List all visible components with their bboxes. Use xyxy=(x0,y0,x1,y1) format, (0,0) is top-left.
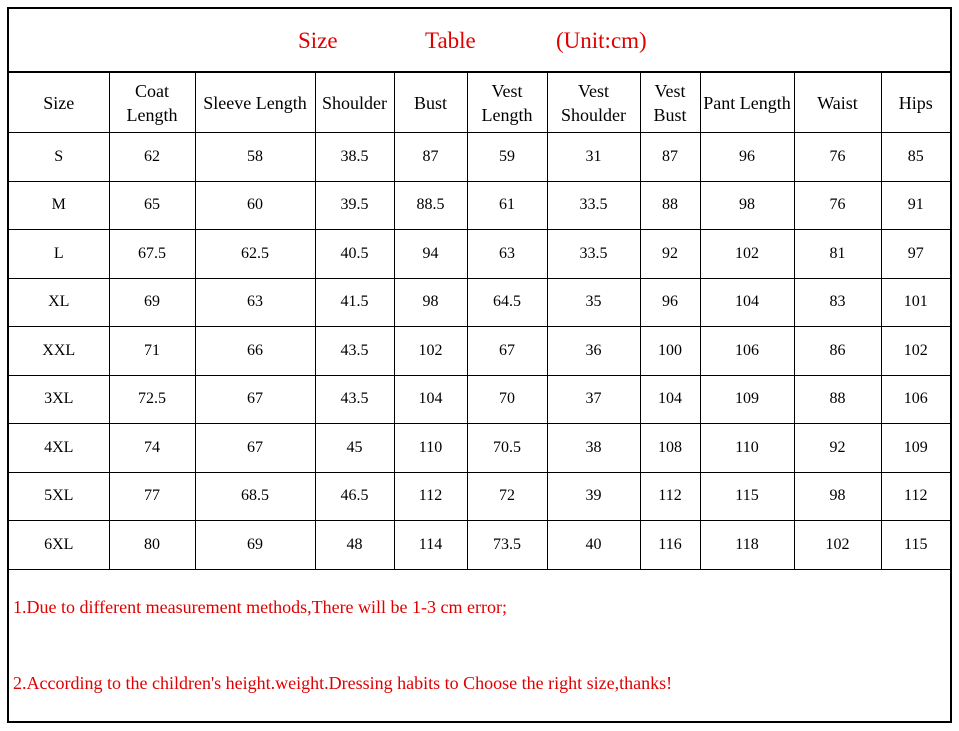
measurement-cell: 104 xyxy=(700,278,794,327)
measurement-cell: 112 xyxy=(394,472,467,521)
column-header: Waist xyxy=(794,73,881,133)
measurement-cell: 80 xyxy=(109,521,195,570)
measurement-cell: 62 xyxy=(109,133,195,182)
table-row xyxy=(9,375,950,424)
measurement-cell: 98 xyxy=(394,278,467,327)
measurement-cell: 88 xyxy=(640,181,700,230)
size-label-cell: M xyxy=(9,181,109,230)
measurement-cell: 67 xyxy=(467,327,547,376)
measurement-cell: 38.5 xyxy=(315,133,394,182)
table-row xyxy=(9,230,950,279)
measurement-cell: 41.5 xyxy=(315,278,394,327)
measurement-cell: 87 xyxy=(640,133,700,182)
measurement-cell: 92 xyxy=(794,424,881,473)
measurement-cell: 69 xyxy=(195,521,315,570)
size-label-cell: S xyxy=(9,133,109,182)
measurement-cell: 65 xyxy=(109,181,195,230)
size-chart-frame xyxy=(7,7,952,723)
column-header: Bust xyxy=(394,73,467,133)
measurement-cell: 83 xyxy=(794,278,881,327)
measurement-cell: 38 xyxy=(547,424,640,473)
measurement-cell: 110 xyxy=(700,424,794,473)
measurement-cell: 102 xyxy=(794,521,881,570)
measurement-cell: 106 xyxy=(700,327,794,376)
measurement-cell: 74 xyxy=(109,424,195,473)
measurement-cell: 112 xyxy=(640,472,700,521)
size-label-cell: 6XL xyxy=(9,521,109,570)
measurement-cell: 69 xyxy=(109,278,195,327)
measurement-cell: 96 xyxy=(700,133,794,182)
measurement-cell: 88 xyxy=(794,375,881,424)
measurement-cell: 73.5 xyxy=(467,521,547,570)
measurement-cell: 31 xyxy=(547,133,640,182)
column-header: Vest Shoulder xyxy=(547,73,640,133)
measurement-cell: 43.5 xyxy=(315,375,394,424)
measurement-cell: 104 xyxy=(640,375,700,424)
measurement-cell: 98 xyxy=(794,472,881,521)
size-table xyxy=(9,72,950,570)
title-unit: (Unit:cm) xyxy=(556,28,647,53)
measurement-cell: 67.5 xyxy=(109,230,195,279)
measurement-cell: 100 xyxy=(640,327,700,376)
size-label-cell: XL xyxy=(9,278,109,327)
measurement-cell: 115 xyxy=(881,521,950,570)
measurement-cell: 97 xyxy=(881,230,950,279)
measurement-cell: 40.5 xyxy=(315,230,394,279)
measurement-cell: 96 xyxy=(640,278,700,327)
measurement-cell: 39 xyxy=(547,472,640,521)
measurement-cell: 76 xyxy=(794,133,881,182)
measurement-cell: 108 xyxy=(640,424,700,473)
measurement-cell: 115 xyxy=(700,472,794,521)
measurement-cell: 85 xyxy=(881,133,950,182)
measurement-cell: 92 xyxy=(640,230,700,279)
measurement-cell: 116 xyxy=(640,521,700,570)
measurement-cell: 36 xyxy=(547,327,640,376)
measurement-cell: 104 xyxy=(394,375,467,424)
measurement-cell: 110 xyxy=(394,424,467,473)
measurement-cell: 109 xyxy=(881,424,950,473)
column-header: Size xyxy=(9,73,109,133)
measurement-cell: 87 xyxy=(394,133,467,182)
measurement-cell: 66 xyxy=(195,327,315,376)
table-row xyxy=(9,327,950,376)
size-label-cell: L xyxy=(9,230,109,279)
measurement-cell: 43.5 xyxy=(315,327,394,376)
title-size: Size xyxy=(298,28,338,53)
measurement-cell: 94 xyxy=(394,230,467,279)
measurement-cell: 48 xyxy=(315,521,394,570)
measurement-cell: 101 xyxy=(881,278,950,327)
title-table: Table xyxy=(425,28,476,53)
measurement-cell: 39.5 xyxy=(315,181,394,230)
column-header: Vest Length xyxy=(467,73,547,133)
measurement-cell: 70.5 xyxy=(467,424,547,473)
measurement-cell: 102 xyxy=(394,327,467,376)
header-row xyxy=(9,73,950,133)
notes-section xyxy=(9,572,950,723)
table-row xyxy=(9,472,950,521)
measurement-cell: 114 xyxy=(394,521,467,570)
table-row xyxy=(9,278,950,327)
measurement-cell: 64.5 xyxy=(467,278,547,327)
size-label-cell: 3XL xyxy=(9,375,109,424)
measurement-cell: 58 xyxy=(195,133,315,182)
column-header: Pant Length xyxy=(700,73,794,133)
title-row xyxy=(9,9,950,72)
table-row xyxy=(9,133,950,182)
column-header: Sleeve Length xyxy=(195,73,315,133)
measurement-cell: 40 xyxy=(547,521,640,570)
measurement-cell: 62.5 xyxy=(195,230,315,279)
measurement-cell: 59 xyxy=(467,133,547,182)
column-header: Hips xyxy=(881,73,950,133)
measurement-cell: 88.5 xyxy=(394,181,467,230)
table-row xyxy=(9,424,950,473)
measurement-cell: 106 xyxy=(881,375,950,424)
measurement-cell: 86 xyxy=(794,327,881,376)
note-choose-size: 2.According to the children's height.weight.Dressing habits to Choose the right size,thanks! xyxy=(13,673,673,693)
measurement-cell: 112 xyxy=(881,472,950,521)
measurement-cell: 37 xyxy=(547,375,640,424)
measurement-cell: 98 xyxy=(700,181,794,230)
measurement-cell: 77 xyxy=(109,472,195,521)
measurement-cell: 46.5 xyxy=(315,472,394,521)
measurement-cell: 63 xyxy=(195,278,315,327)
note-measurement-error: 1.Due to different measurement methods,There will be 1-3 cm error; xyxy=(13,597,507,617)
measurement-cell: 102 xyxy=(700,230,794,279)
measurement-cell: 102 xyxy=(881,327,950,376)
measurement-cell: 63 xyxy=(467,230,547,279)
measurement-cell: 91 xyxy=(881,181,950,230)
measurement-cell: 70 xyxy=(467,375,547,424)
measurement-cell: 118 xyxy=(700,521,794,570)
measurement-cell: 67 xyxy=(195,424,315,473)
column-header: Vest Bust xyxy=(640,73,700,133)
table-row xyxy=(9,181,950,230)
table-row xyxy=(9,521,950,570)
measurement-cell: 67 xyxy=(195,375,315,424)
measurement-cell: 81 xyxy=(794,230,881,279)
measurement-cell: 76 xyxy=(794,181,881,230)
size-label-cell: 4XL xyxy=(9,424,109,473)
column-header: Coat Length xyxy=(109,73,195,133)
measurement-cell: 35 xyxy=(547,278,640,327)
measurement-cell: 60 xyxy=(195,181,315,230)
measurement-cell: 71 xyxy=(109,327,195,376)
measurement-cell: 68.5 xyxy=(195,472,315,521)
measurement-cell: 61 xyxy=(467,181,547,230)
measurement-cell: 72.5 xyxy=(109,375,195,424)
table-body xyxy=(9,133,950,570)
size-label-cell: XXL xyxy=(9,327,109,376)
measurement-cell: 109 xyxy=(700,375,794,424)
measurement-cell: 33.5 xyxy=(547,181,640,230)
measurement-cell: 45 xyxy=(315,424,394,473)
measurement-cell: 72 xyxy=(467,472,547,521)
size-label-cell: 5XL xyxy=(9,472,109,521)
column-header: Shoulder xyxy=(315,73,394,133)
measurement-cell: 33.5 xyxy=(547,230,640,279)
